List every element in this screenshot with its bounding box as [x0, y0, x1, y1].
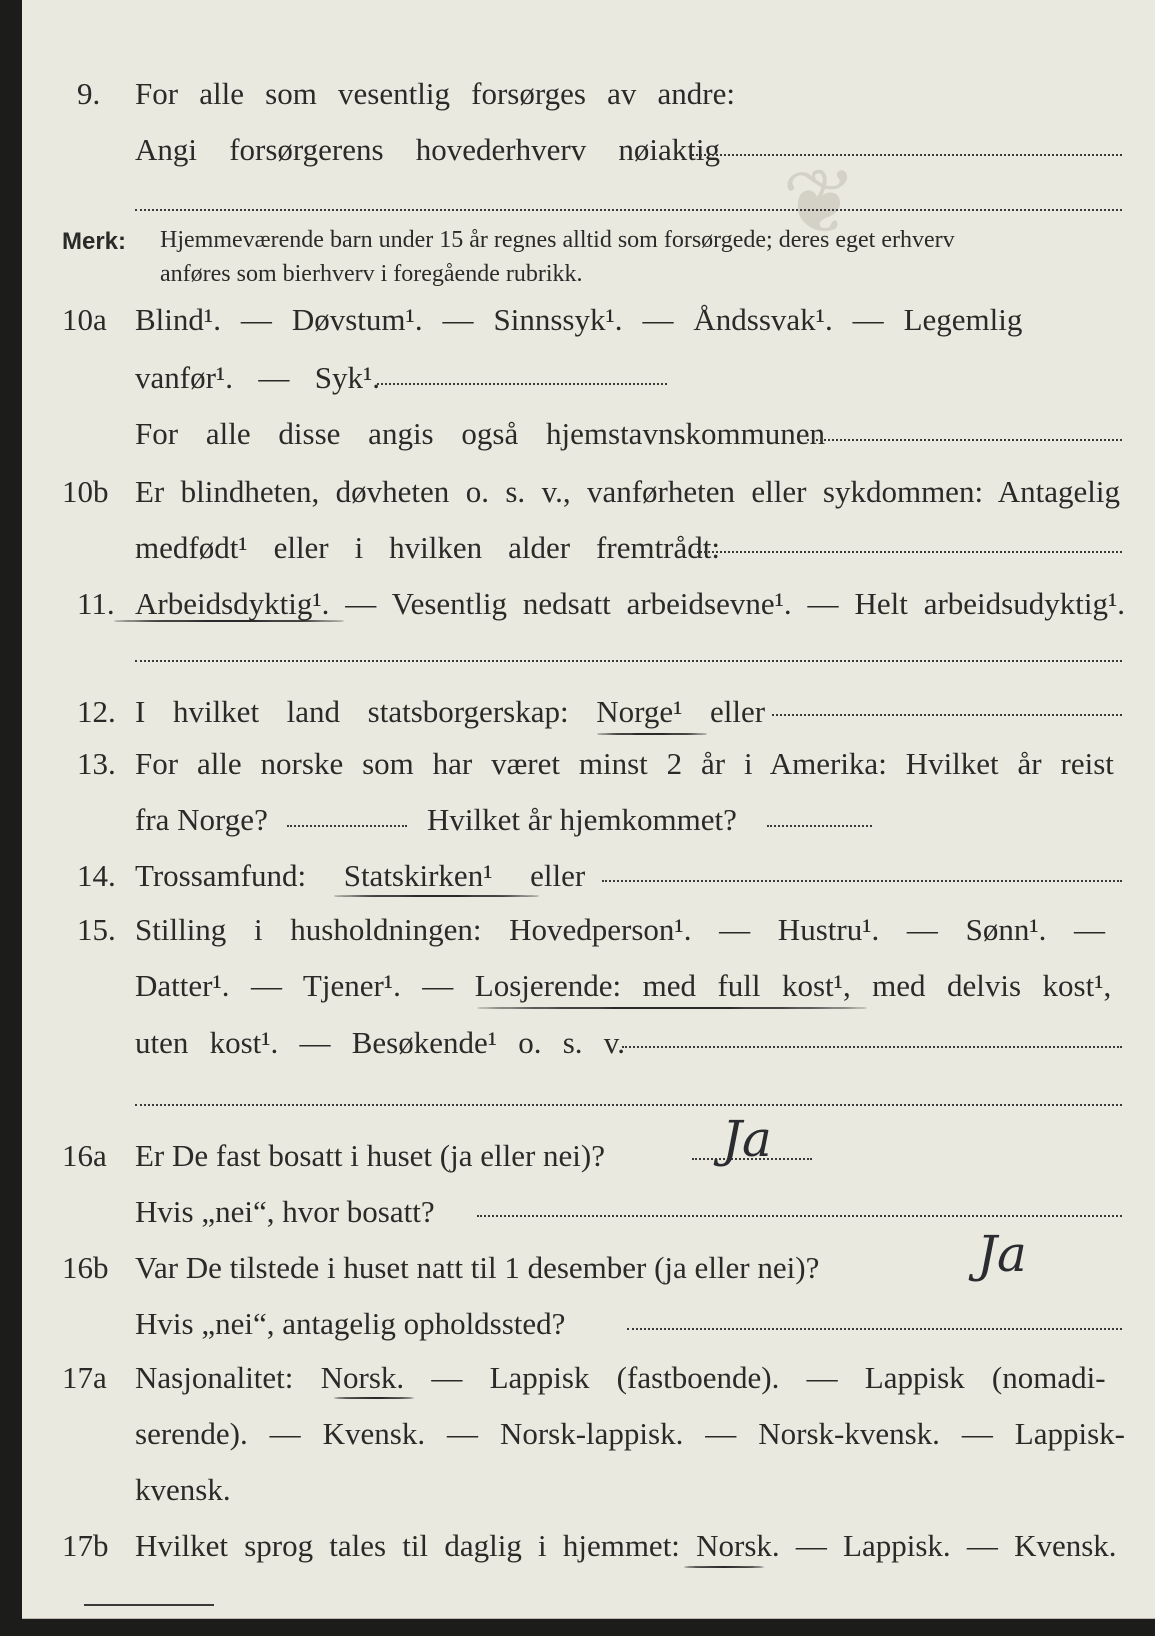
q15-line2: Datter¹. — Tjener¹. — Losjerende: med full kost¹, med delvis kost¹,	[135, 968, 1112, 1003]
q10a-hjemstavn-line[interactable]	[807, 439, 1122, 441]
q10a-line3: For alle disse angis også hjemstavnskommunen	[135, 416, 825, 451]
q15-line1: Stilling i husholdningen: Hovedperson¹. — Hustru¹. — Sønn¹. —	[135, 912, 1106, 947]
q15-number: 15.	[77, 912, 116, 947]
q17b-underline-norsk	[684, 1566, 764, 1568]
q13-number: 13.	[77, 746, 116, 781]
q16b-handwritten-answer: Ja	[977, 1225, 1027, 1283]
q12-answer-line[interactable]	[772, 714, 1122, 716]
q10b-line1: Er blindheten, døvheten o. s. v., vanførheten eller sykdommen: Antagelig	[135, 474, 1120, 509]
q12-line1: I hvilket land statsborgerskap: Norge¹ eller	[135, 694, 766, 729]
q14-answer-line[interactable]	[602, 880, 1122, 882]
q13-line2a: fra Norge?	[135, 802, 268, 837]
merk-line1: Hjemmeværende barn under 15 år regnes alltid som forsørgede; deres eget erhverv	[160, 227, 955, 253]
footnote-separator	[84, 1604, 214, 1606]
q9-line2: Angi forsørgerens hovederhverv nøiaktig	[135, 132, 720, 167]
q16b-opholdssted-line[interactable]	[627, 1328, 1122, 1330]
q16a-number: 16a	[62, 1138, 107, 1173]
q10a-answer-line[interactable]	[377, 383, 667, 385]
q10a-number: 10a	[62, 302, 107, 337]
q11-answer-line[interactable]	[135, 660, 1122, 662]
bleed-through-mark: ❦	[782, 154, 858, 253]
q10a-line1: Blind¹. — Døvstum¹. — Sinnssyk¹. — Åndssvak¹. — Legemlig	[135, 302, 1023, 337]
q15-answer-line-2[interactable]	[135, 1104, 1122, 1106]
q17b-line1: Hvilket sprog tales til daglig i hjemmet: Norsk. — Lappisk. — Kvensk.	[135, 1528, 1117, 1563]
q10b-number: 10b	[62, 474, 109, 509]
q14-number: 14.	[77, 858, 116, 893]
q17a-number: 17a	[62, 1360, 107, 1395]
q17a-line3: kvensk.	[135, 1472, 231, 1507]
q12-underline-norge	[597, 733, 707, 735]
q15-answer-line[interactable]	[622, 1046, 1122, 1048]
q16a-line1: Er De fast bosatt i huset (ja eller nei)?	[135, 1138, 605, 1173]
q12-number: 12.	[77, 694, 116, 729]
merk-line2: anføres som bierhverv i foregående rubrikk.	[160, 261, 583, 287]
q15-underline-losjerende	[477, 1007, 867, 1009]
merk-label: Merk:	[62, 228, 127, 255]
q11-line1: Arbeidsdyktig¹. — Vesentlig nedsatt arbeidsevne¹. — Helt arbeidsudyktig¹.	[135, 586, 1125, 621]
q17b-number: 17b	[62, 1528, 109, 1563]
q16b-line1: Var De tilstede i huset natt til 1 desember (ja eller nei)?	[135, 1250, 820, 1285]
q17a-line2: serende). — Kvensk. — Norsk-lappisk. — Norsk-kvensk. — Lappisk-	[135, 1416, 1125, 1451]
q11-number: 11.	[77, 586, 115, 621]
q9-answer-line[interactable]	[692, 154, 1122, 156]
q9-answer-line-2[interactable]	[135, 209, 1122, 211]
q16b-line2: Hvis „nei“, antagelig opholdssted?	[135, 1306, 566, 1341]
q15-line3: uten kost¹. — Besøkende¹ o. s. v.	[135, 1025, 625, 1060]
q13-line2b: Hvilket år hjemkommet?	[427, 802, 737, 837]
q9-line1: For alle som vesentlig forsørges av andre:	[135, 76, 735, 111]
q9-number: 9.	[77, 76, 101, 111]
q11-underline-arbeidsdyktig	[114, 620, 344, 622]
q10b-answer-line[interactable]	[697, 551, 1122, 553]
q17a-underline-norsk	[334, 1397, 414, 1399]
q16a-bosatt-line[interactable]	[477, 1215, 1122, 1217]
q13-hjemkommet-line[interactable]	[767, 825, 872, 827]
q14-underline-statskirken	[334, 895, 539, 897]
q16b-number: 16b	[62, 1250, 109, 1285]
census-form-page	[22, 0, 1155, 1619]
q16a-line2: Hvis „nei“, hvor bosatt?	[135, 1194, 435, 1229]
q10a-line2: vanfør¹. — Syk¹.	[135, 360, 380, 395]
q14-line1: Trossamfund: Statskirken¹ eller	[135, 858, 586, 893]
q17a-line1: Nasjonalitet: Norsk. — Lappisk (fastboende). — Lappisk (nomadi-	[135, 1360, 1106, 1395]
q10b-line2: medfødt¹ eller i hvilken alder fremtrådt:	[135, 530, 720, 565]
q13-reist-line[interactable]	[287, 825, 407, 827]
q13-line1: For alle norske som har været minst 2 år i Amerika: Hvilket år reist	[135, 746, 1114, 781]
q16a-handwritten-answer: Ja	[722, 1110, 772, 1168]
